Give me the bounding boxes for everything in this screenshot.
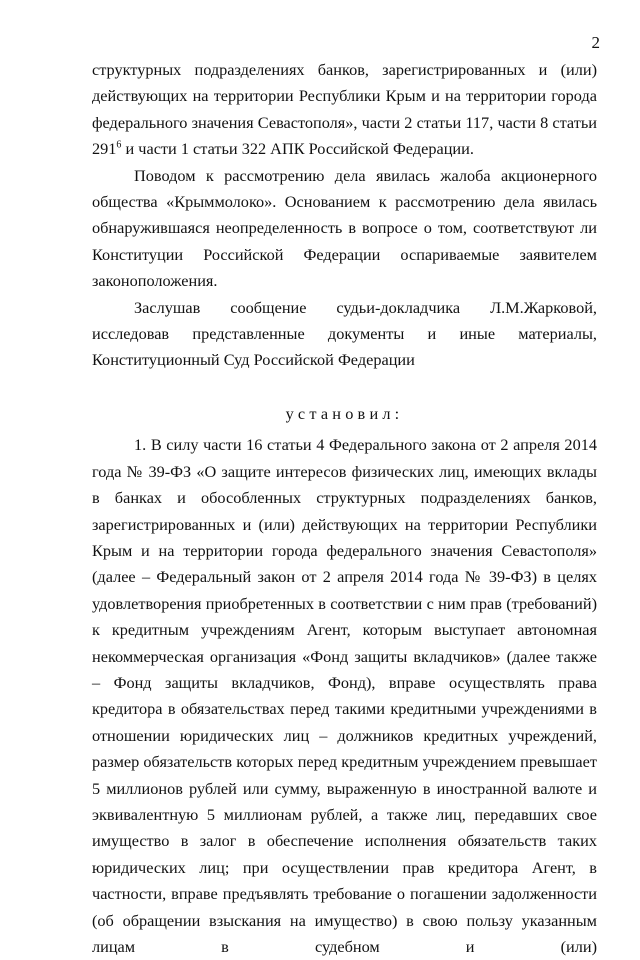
section-heading-established: установил: <box>285 403 404 423</box>
paragraph-text-tail: и части 1 статьи 322 АПК Российской Федерации. <box>121 139 474 159</box>
document-body <box>92 57 597 960</box>
paragraph-complaint: Поводом к рассмотрению дела явилась жалоба акционерного общества «Крыммолоко». Основанием к рассмотрению дела явилась обнаружившаяся неопределенность в вопросе о том, соответствуют ли Конституции Российской Федерации оспариваемые заявителем законоположения. <box>92 165 597 291</box>
page-number: 2 <box>591 33 600 52</box>
paragraph-point-1: 1. В силу части 16 статьи 4 Федерального закона от 2 апреля 2014 года № 39-ФЗ «О защите интересов физических лиц, имеющих вклады в банках и обособленных структурных подразделениях банков, зарегистрированных и (или) действующих на территории Республики Крым и на территории города федерального значения Севастополя» (далее – Федеральный закон от 2 апреля 2014 года № 39-ФЗ) в целях удовлетворения приобретенных в соответствии с ним прав (требований) к кредитным учреждениям Агент, которым выступает автономная некоммерческая организация «Фонд защиты вкладчиков» (далее также – Фонд защиты вкладчиков, Фонд), вправе осуществлять права кредитора в обязательствах перед такими кредитными учреждениями в отношении юридических лиц – должников кредитных учреждений, размер обязательств которых перед кредитным учреждением превышает 5 миллионов рублей или сумму, выраженную в иностранной валюте и эквивалентную 5 миллионам рублей, а также лиц, передавших свое имущество в залог в обеспечение исполнения обязательств таких юридических лиц; при осуществлении прав кредитора Агент, в частности, вправе предъявлять требование о погашении задолженности (об обращении взыскания на имущество) в свою пользу указанным лицам в судебном и (или) <box>92 435 597 956</box>
paragraph-continuation <box>92 57 597 163</box>
paragraph-hearing: Заслушав сообщение судьи-докладчика Л.М.Жарковой, исследовав представленные документы и иные материалы, Конституционный Суд Российской Федерации <box>92 297 597 370</box>
article-superscript: 6 <box>116 139 122 151</box>
paragraph-text: структурных подразделениях банков, зарегистрированных и (или) действующих на территории Республики Крым и на территории города федерального значения Севастополя», части 2 статьи 117, части 8 статьи 291 <box>92 60 597 159</box>
